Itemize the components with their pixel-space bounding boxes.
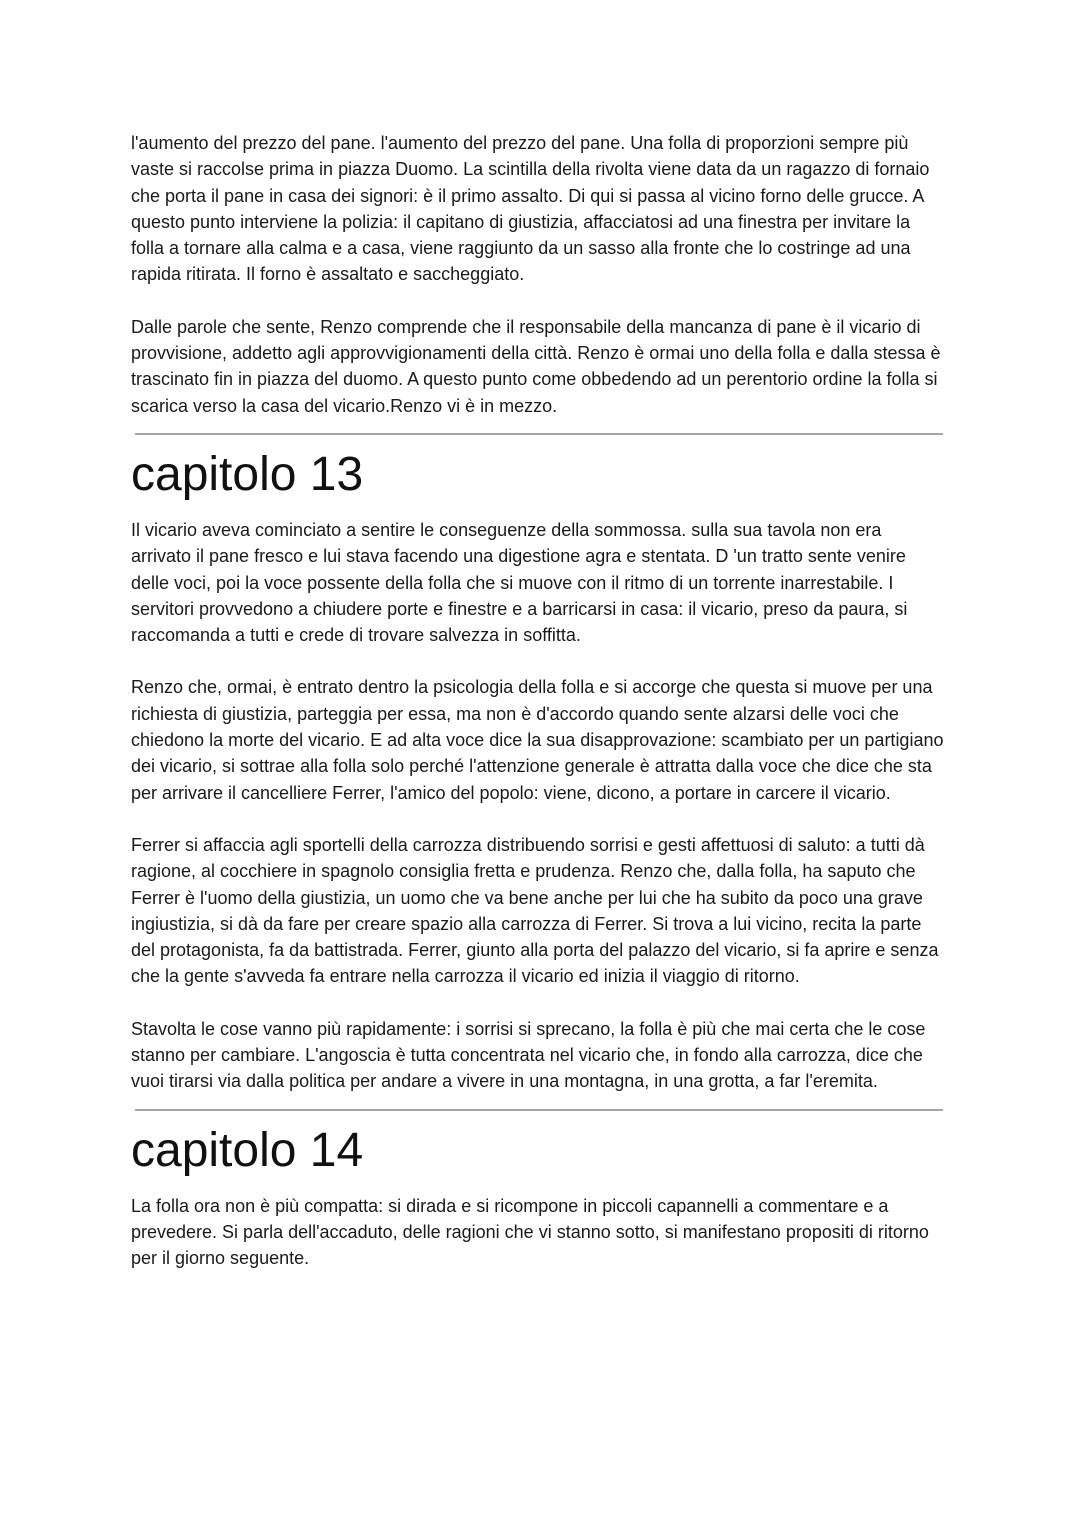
intro-paragraph-1: l'aumento del prezzo del pane. l'aumento del prezzo del pane. Una folla di proporzioni sempre più vaste si raccolse prima in piazza Duomo. La scintilla della rivolta viene data da un ragazzo di fornaio che porta il pane in casa dei signori: è il primo assalto. Di qui si passa al vicino forno delle grucce. A questo punto interviene la polizia: il capitano di giustizia, affacciatosi ad una finestra per invitare la folla a tornare alla calma e a casa, viene raggiunto da un sasso alla fronte che lo costringe ad una rapida ritirata. Il forno è assaltato e saccheggiato. (131, 133, 930, 285)
chapter-13-title: capitolo 13 (131, 447, 364, 501)
chapter-14-paragraph-1: La folla ora non è più compatta: si dirada e si ricompone in piccoli capannelli a commentare e a prevedere. Si parla dell'accaduto, delle ragioni che vi stanno sotto, si manifestano propositi di ritorno per il giorno seguente. (131, 1195, 929, 1269)
chapter-14-title: capitolo 14 (131, 1123, 364, 1177)
chapter-13-paragraph-3: Ferrer si affaccia agli sportelli della carrozza distribuendo sorrisi e gesti affettuosi di saluto: a tutti dà ragione, al cocchiere in spagnolo consiglia fretta e prudenza. Renzo che, dalla folla, ha saputo che Ferrer è l'uomo della giustizia, un uomo che va bene anche per lui che ha subito da poco una grave ingiustizia, si dà da fare per creare spazio alla carrozza di Ferrer. Si trova a lui vicino, recita la parte del protagonista, fa da battistrada. Ferrer, giunto alla porta del palazzo del vicario, si fa aprire e senza che la gente s'avveda fa entrare nella carrozza il vicario ed inizia il viaggio di ritorno. (131, 834, 939, 987)
section-divider (135, 1109, 943, 1111)
document-page (131, 130, 946, 1272)
section-divider (135, 433, 943, 435)
chapter-13-paragraph-4: Stavolta le cose vanno più rapidamente: i sorrisi si sprecano, la folla è più che mai certa che le cose stanno per cambiare. L'angoscia è tutta concentrata nel vicario che, in fondo alla carrozza, dice che vuoi tirarsi via dalla politica per andare a vivere in una montagna, in una grotta, a far l'eremita. (131, 1018, 926, 1092)
chapter-13-paragraph-2: Renzo che, ormai, è entrato dentro la psicologia della folla e si accorge che questa si muove per una richiesta di giustizia, parteggia per essa, ma non è d'accordo quando sente alzarsi delle voci che chiedono la morte del vicario. E ad alta voce dice la sua disapprovazione: scambiato per un partigiano dei vicario, si sottrae alla folla solo perché l'attenzione generale è attratta dalla voce che dice che sta per arrivare il cancelliere Ferrer, l'amico del popolo: viene, dicono, a portare in carcere il vicario. (131, 677, 944, 803)
intro-paragraph-2: Dalle parole che sente, Renzo comprende che il responsabile della mancanza di pane è il vicario di provvisione, addetto agli approvvigionamenti della città. Renzo è ormai uno della folla e dalla stessa è trascinato fin in piazza del duomo. A questo punto come obbedendo ad un perentorio ordine la folla si scarica verso la casa del vicario.Renzo vi è in mezzo. (131, 316, 941, 416)
chapter-13-paragraph-1: Il vicario aveva cominciato a sentire le conseguenze della sommossa. sulla sua tavola non era arrivato il pane fresco e lui stava facendo una digestione agra e stentata. D 'un tratto sente venire delle voci, poi la voce possente della folla che si muove con il ritmo di un torrente inarrestabile. I servitori provvedono a chiudere porte e finestre e a barricarsi in casa: il vicario, preso da paura, si raccomanda a tutti e crede di trovare salvezza in soffitta. (131, 519, 908, 646)
